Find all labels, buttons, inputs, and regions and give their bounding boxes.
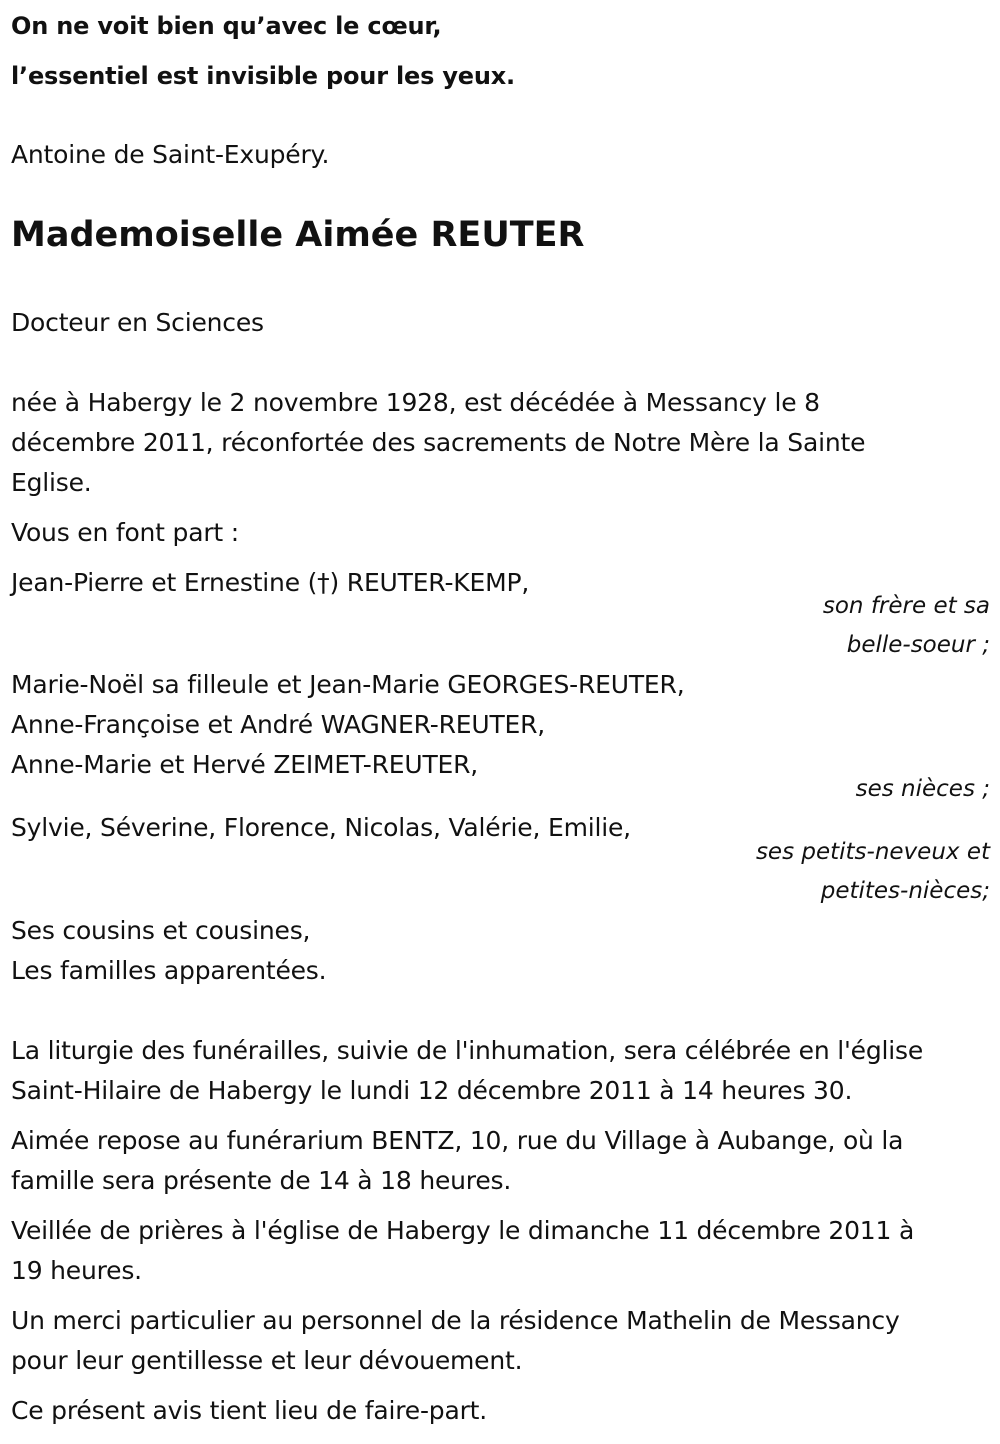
family-grand: Sylvie, Séverine, Florence, Nicolas, Valérie, Emilie, (11, 813, 631, 842)
family-brother: Jean-Pierre et Ernestine (†) REUTER-KEMP, (11, 568, 530, 597)
relation-nieces: ses nièces ; (855, 776, 990, 802)
closing-line: Ce présent avis tient lieu de faire-part. (11, 1396, 487, 1425)
vigil-line-1: Veillée de prières à l'église de Habergy le dimanche 11 décembre 2011 à (11, 1216, 915, 1245)
quote-author: Antoine de Saint-Exupéry. (11, 140, 330, 169)
relation-grand-2: petites-nièces; (820, 878, 990, 904)
deceased-title: Docteur en Sciences (11, 308, 264, 337)
quote-line-2: l’essentiel est invisible pour les yeux. (11, 62, 515, 90)
family-niece-3: Anne-Marie et Hervé ZEIMET-REUTER, (11, 750, 479, 779)
family-relatives: Les familles apparentées. (11, 956, 327, 985)
bio-line-1: née à Habergy le 2 novembre 1928, est décédée à Messancy le 8 (11, 388, 820, 417)
liturgy-line-1: La liturgie des funérailles, suivie de l'inhumation, sera célébrée en l'église (11, 1036, 924, 1065)
relation-brother-1: son frère et sa (822, 593, 990, 619)
relation-brother-2: belle-soeur ; (846, 632, 990, 658)
thanks-line-2: pour leur gentillesse et leur dévouement. (11, 1346, 523, 1375)
quote-line-1: On ne voit bien qu’avec le cœur, (11, 12, 442, 40)
deceased-name: Mademoiselle Aimée REUTER (11, 215, 585, 255)
announcement: Vous en font part : (11, 518, 239, 547)
relation-grand-1: ses petits-neveux et (755, 839, 990, 865)
bio-line-2: décembre 2011, réconfortée des sacrements de Notre Mère la Sainte (11, 428, 866, 457)
funerarium-line-1: Aimée repose au funérarium BENTZ, 10, rue du Village à Aubange, où la (11, 1126, 904, 1155)
thanks-line-1: Un merci particulier au personnel de la résidence Mathelin de Messancy (11, 1306, 900, 1335)
family-niece-2: Anne-Françoise et André WAGNER-REUTER, (11, 710, 546, 739)
family-niece-1: Marie-Noël sa filleule et Jean-Marie GEORGES-REUTER, (11, 670, 685, 699)
family-cousins: Ses cousins et cousines, (11, 916, 311, 945)
funerarium-line-2: famille sera présente de 14 à 18 heures. (11, 1166, 512, 1195)
liturgy-line-2: Saint-Hilaire de Habergy le lundi 12 décembre 2011 à 14 heures 30. (11, 1076, 853, 1105)
bio-line-3: Eglise. (11, 468, 92, 497)
vigil-line-2: 19 heures. (11, 1256, 142, 1285)
